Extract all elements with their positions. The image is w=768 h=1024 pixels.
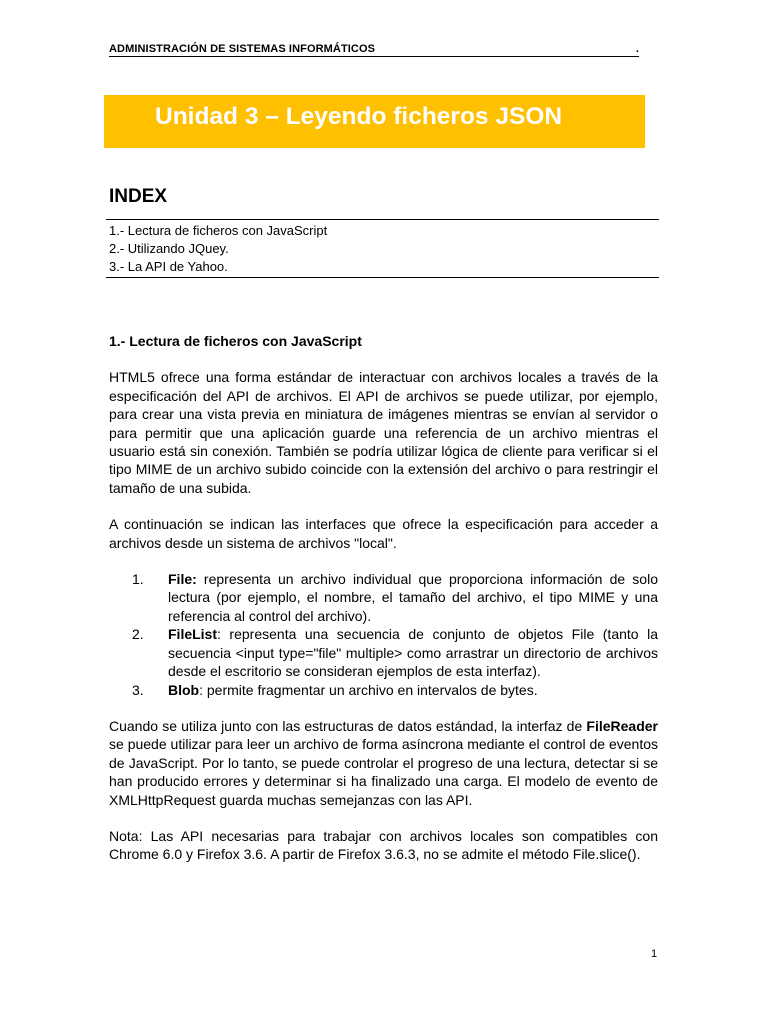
list-item-text: representa un archivo individual que proporciona información de solo lectura (por ejemplo, el nombre, el tamaño del archivo, el tipo MIME y una referencia al control del archivo).	[168, 571, 658, 624]
running-header	[109, 43, 639, 57]
index-item: 2.- Utilizando JQuey.	[109, 241, 229, 256]
list-item	[109, 570, 658, 625]
index-item: 3.- La API de Yahoo.	[109, 259, 228, 274]
list-item-number: 3.	[132, 681, 144, 698]
list-item-term: File:	[168, 571, 197, 588]
paragraph-3-prefix: Cuando se utiliza junto con las estructuras de datos estándad, la interfaz de	[109, 717, 587, 734]
section-1	[109, 332, 658, 882]
list-item-number: 1.	[132, 571, 144, 588]
index-box	[106, 219, 659, 278]
section-1-paragraph-4: Nota: Las API necesarias para trabajar con archivos locales son compatibles con Chrome 6.0 y Firefox 3.6. A partir de Firefox 3.6.3, no se admite el método File.slice().	[109, 827, 658, 863]
paragraph-3-suffix: se puede utilizar para leer un archivo de forma asíncrona mediante el control de eventos de JavaScript. Por lo tanto, se puede controlar el progreso de una lectura, detectar si se han producido errores y determinar si ha finalizado una carga. El modelo de evento de XMLHttpRequest guarda muchas semejanzas con las API.	[109, 736, 658, 808]
list-item-number: 2.	[132, 626, 144, 643]
index-item: 1.- Lectura de ficheros con JavaScript	[109, 223, 328, 238]
section-1-paragraph-3	[109, 717, 658, 809]
document-title: Unidad 3 – Leyendo ficheros JSON	[155, 103, 563, 130]
index-list	[106, 220, 659, 276]
list-item	[109, 625, 658, 680]
list-item-term: FileList	[168, 626, 218, 643]
section-1-paragraph-2: A continuación se indican las interfaces que ofrece la especificación para acceder a archivos desde un sistema de archivos "local".	[109, 516, 658, 551]
page-number: 1	[651, 948, 658, 960]
paragraph-3-term: FileReader	[586, 717, 658, 734]
interfaces-list	[109, 570, 658, 699]
list-item-term: Blob	[168, 681, 200, 698]
list-item-text: : permite fragmentar un archivo en intervalos de bytes.	[199, 681, 538, 698]
running-header-title: ADMINISTRACIÓN DE SISTEMAS INFORMÁTICOS	[109, 43, 376, 55]
section-1-paragraph-1: HTML5 ofrece una forma estándar de interactuar con archivos locales a través de la especificación del API de archivos. El API de archivos se puede utilizar, por ejemplo, para crear una vista previa en miniatura de imágenes mientras se envían al servidor o para permitir que una aplicación guarde una referencia de un archivo mientras el usuario está sin conexión. También se podría utilizar lógica de cliente para verificar si el tipo MIME de un archivo subido coincide con la extensión del archivo o para restringir el tamaño de una subida.	[109, 369, 658, 496]
section-1-heading: 1.- Lectura de ficheros con JavaScript	[109, 333, 362, 349]
list-item-text: : representa una secuencia de conjunto de objetos File (tanto la secuencia <input type="file" multiple> como arrastrar un directorio de archivos desde el escritorio se consideran ejemplos de esta interfaz).	[168, 626, 658, 680]
running-header-mark: .	[635, 43, 639, 55]
list-item	[109, 681, 658, 699]
index-heading: INDEX	[109, 186, 168, 207]
title-banner	[104, 95, 645, 148]
